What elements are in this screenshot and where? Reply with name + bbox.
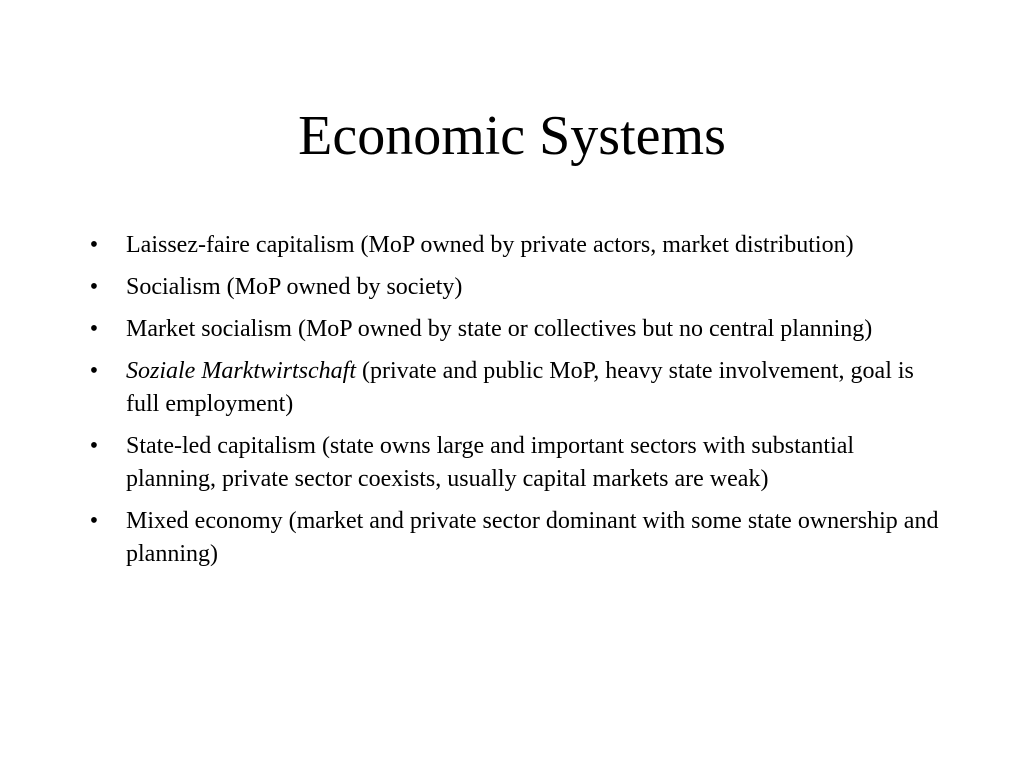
- bullet-list: [84, 229, 944, 580]
- bullet-icon: •: [89, 433, 99, 459]
- bullet-item-state-led-capitalism: [84, 430, 944, 496]
- bullet-text: Mixed economy (market and private sector dominant with some state ownership and planning): [126, 508, 939, 567]
- bullet-item-soziale-marktwirtschaft: [84, 355, 944, 421]
- bullet-italic-term: Soziale Marktwirtschaft: [126, 358, 356, 384]
- bullet-text: State-led capitalism (state owns large and important sectors with substantial planning, private sector coexists, usually capital markets are weak): [126, 433, 855, 492]
- bullet-text: (private and public MoP, heavy state involvement, goal is full employment): [126, 358, 914, 417]
- bullet-icon: •: [89, 358, 99, 384]
- bullet-icon: •: [89, 316, 99, 342]
- bullet-item-socialism: [84, 271, 944, 304]
- bullet-icon: •: [89, 508, 99, 534]
- slide-title: Economic Systems: [298, 105, 726, 167]
- bullet-item-mixed-economy: [84, 505, 944, 571]
- bullet-text: Market socialism (MoP owned by state or collectives but no central planning): [126, 316, 873, 342]
- bullet-item-market-socialism: [84, 313, 944, 346]
- bullet-icon: •: [89, 232, 99, 258]
- bullet-text: Socialism (MoP owned by society): [126, 274, 463, 300]
- bullet-text: Laissez-faire capitalism (MoP owned by private actors, market distribution): [126, 232, 854, 258]
- bullet-icon: •: [89, 274, 99, 300]
- bullet-item-laissez-faire: [84, 229, 944, 262]
